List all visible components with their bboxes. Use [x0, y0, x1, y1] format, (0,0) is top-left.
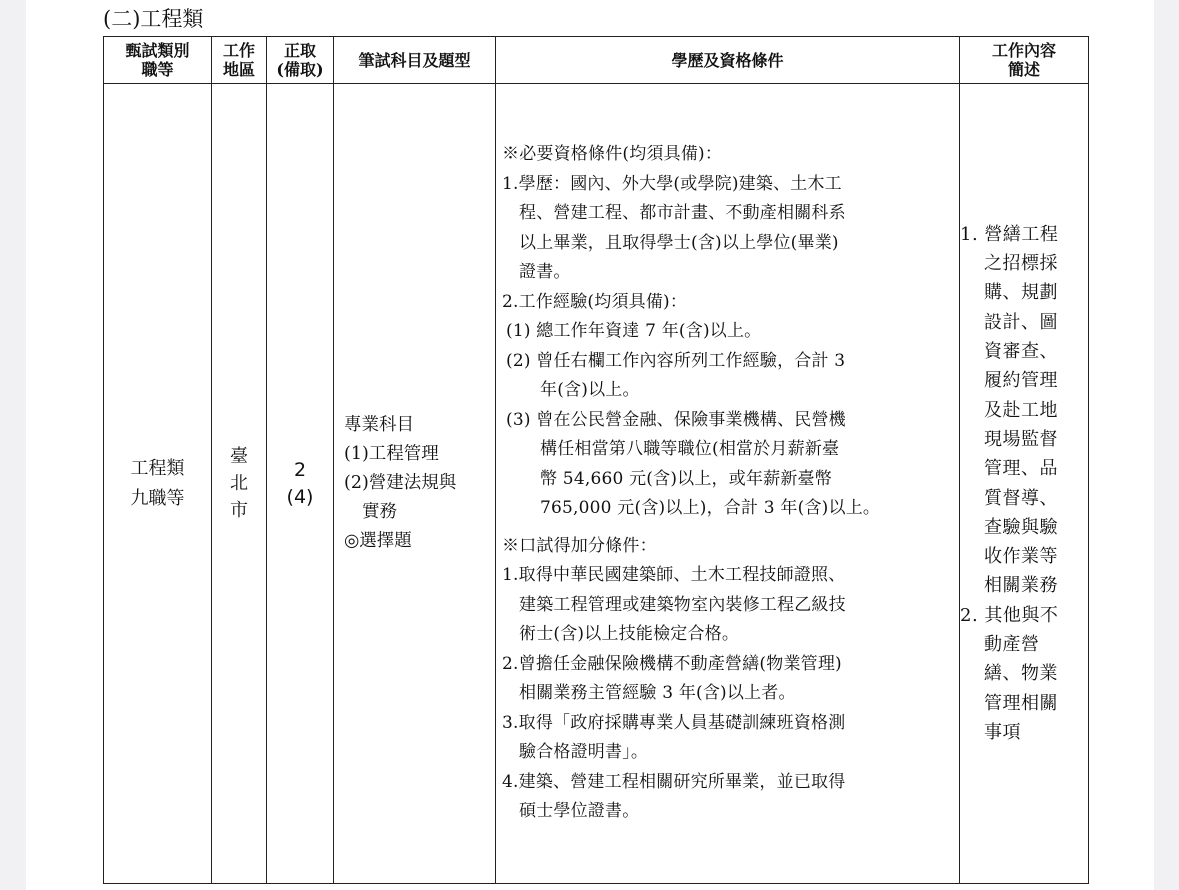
cell-qualifications: ※必要資格條件(均須具備)： 1.學歷：國內、外大學(或學院)建築、土木工 程、營建工程、都市計畫、不動產相關科系 以上畢業，且取得學士(含)以上學位(畢業) 證書。 2.工作經驗(均須具備)： (1) 總工作年資達 7 年(含)以上。 (2) 曾任右欄工作內容所列工作經驗，合計 3 年(含)以上。 (3) 曾在公民營金融、保險事業機構、民營機 構任相當第八職等職位(相當於月薪新臺 幣 54,660 元(含)以上，或年薪新臺幣 765,000 元(含)以上)，合計 3 年(含)以上。 ※口試得加分條件： 1.取得中華民國建築師、土木工程技師證照、 建築工程管理或建築物室內裝修工程乙級技 術士(含)以上技能檢定合格。 2.曾擔任金融保險機構不動產營繕(物業管理) 相關業務主管經驗 3 年(含)以上者。 3.取得「政府採購專業人員基礎訓練班資格測 驗合格證明書」。 4.建築、營建工程相關研究所畢業，並已取得 碩士學位證書。: [496, 84, 960, 884]
table-row: [104, 84, 1089, 884]
cell-category: 工程類 九職等: [104, 84, 212, 884]
header-location: 工作 地區: [212, 37, 267, 84]
recruitment-table: [103, 36, 1089, 884]
header-exam: 筆試科目及題型: [334, 37, 496, 84]
section-title: (二)工程類: [103, 7, 204, 31]
cell-exam-subjects: 專業科目 (1)工程管理 (2)營建法規與 實務 ◎選擇題: [334, 84, 496, 884]
header-duties: 工作內容 簡述: [960, 37, 1089, 84]
header-quota: 正取 (備取): [267, 37, 334, 84]
cell-quota: 2 (4): [267, 84, 334, 884]
cell-location: 臺 北 市: [212, 84, 267, 884]
header-category: 甄試類別 職等: [104, 37, 212, 84]
header-qualifications: 學歷及資格條件: [496, 37, 960, 84]
table-header-row: [104, 37, 1089, 84]
cell-duties: 1. 營繕工程 之招標採 購、規劃 設計、圖 資審查、 履約管理 及赴工地 現場監督 管理、品 質督導、 查驗與驗 收作業等 相關業務 2. 其他與不 動產營 繕、物業 管理相關 事項: [960, 84, 1089, 884]
